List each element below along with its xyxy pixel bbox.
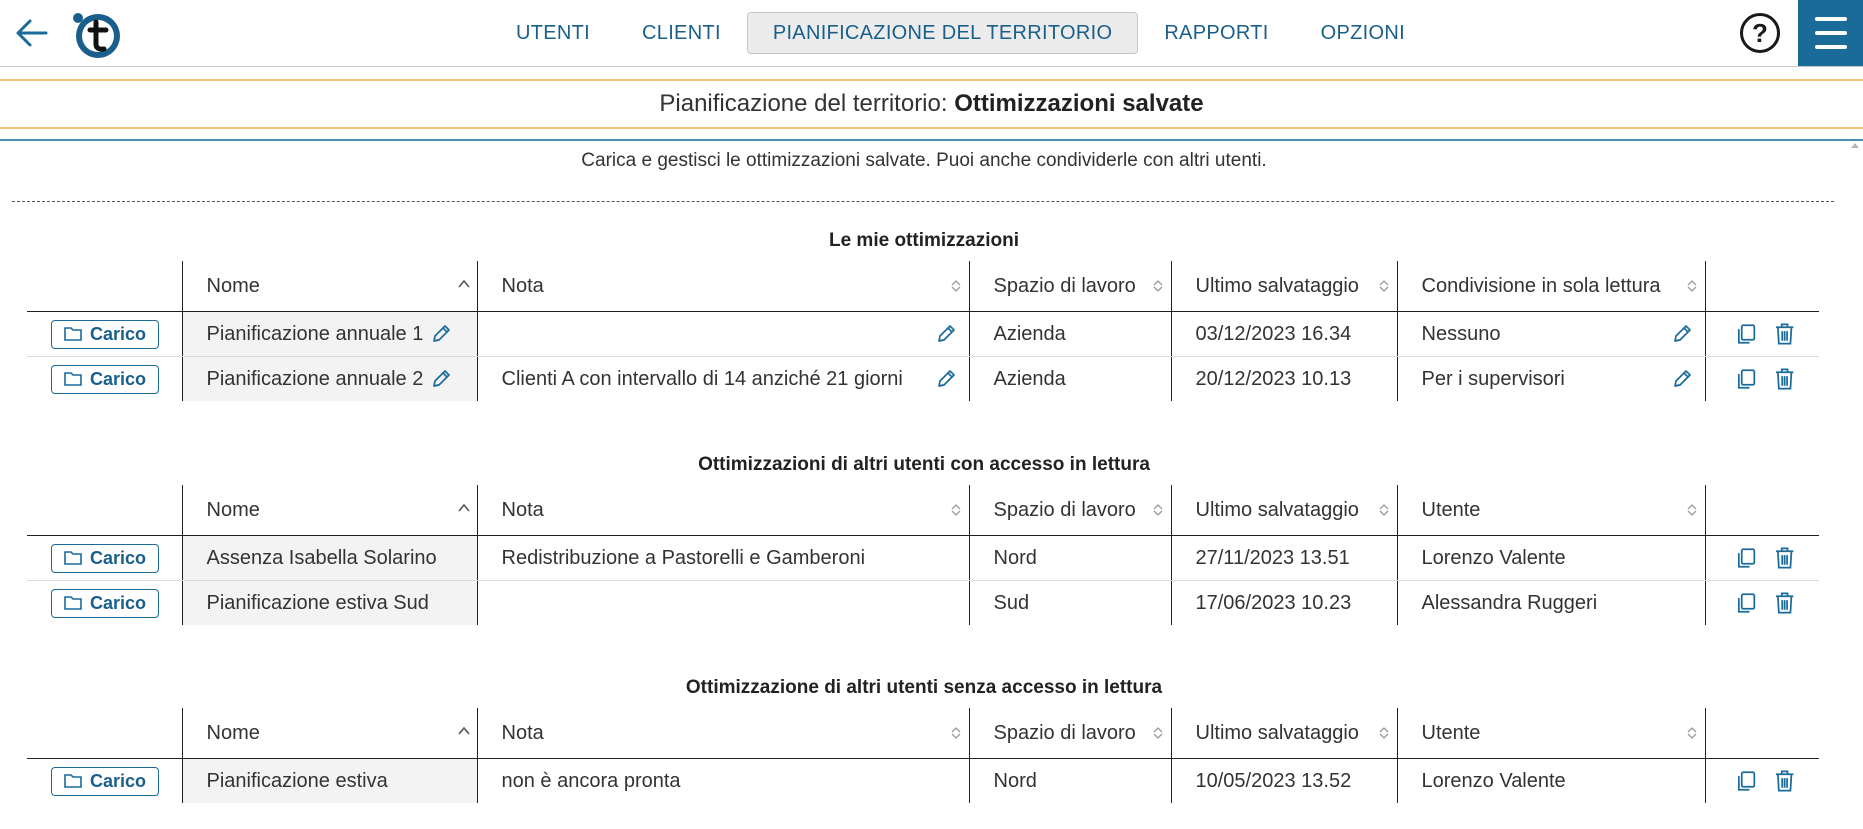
cell-utente: Alessandra Ruggeri [1397,581,1705,626]
cell-spazio: Nord [969,536,1171,581]
cell-condivisione: Per i supervisori [1397,357,1705,402]
column-header-nome[interactable]: Nome [182,261,477,312]
header-actions [1705,485,1819,536]
hamburger-menu-icon[interactable] [1798,0,1863,66]
folder-icon [64,371,82,387]
t-logo-icon[interactable] [70,8,124,62]
pencil-icon[interactable] [430,323,452,345]
folder-icon [64,326,82,342]
page-subtitle: Carica e gestisci le ottimizzazioni salvate. Puoi anche condividerle con altri utenti. [581,150,1267,171]
scrollbar-arrow-up[interactable] [1851,143,1859,148]
pencil-icon[interactable] [935,368,957,390]
section-title-others-with-access: Ottimizzazioni di altri utenti con accesso in lettura [698,454,1150,475]
table-row [27,312,1819,357]
folder-icon [64,773,82,789]
page-title [0,79,1863,129]
column-header-spazio[interactable]: Spazio di lavoro [969,485,1171,536]
pencil-icon[interactable] [1671,368,1693,390]
column-header-spazio[interactable]: Spazio di lavoro [969,708,1171,759]
cell-ultimo-salvataggio: 10/05/2023 13.52 [1171,759,1397,804]
column-header-spazio[interactable]: Spazio di lavoro [969,261,1171,312]
column-header-condivisione[interactable]: Condivisione in sola lettura [1397,261,1705,312]
table-others-with-access [27,485,1819,625]
copy-icon[interactable] [1734,546,1757,570]
cell-nome: Pianificazione estiva [182,759,477,804]
load-button[interactable]: Carico [51,767,159,796]
sort-asc-icon[interactable] [458,279,470,293]
column-header-utente[interactable]: Utente [1397,708,1705,759]
page-title-bold: Ottimizzazioni salvate [954,90,1204,117]
table-header-row [27,485,1819,536]
cell-nota [477,312,969,357]
load-button[interactable]: Carico [51,544,159,573]
table-others-without-access [27,708,1819,803]
sort-icon[interactable] [1686,726,1698,740]
cell-condivisione: Nessuno [1397,312,1705,357]
copy-icon[interactable] [1734,322,1757,346]
cell-nota: non è ancora pronta [477,759,969,804]
column-header-utente[interactable]: Utente [1397,485,1705,536]
column-header-nome[interactable]: Nome [182,485,477,536]
column-header-ultimo-salvataggio[interactable]: Ultimo salvataggio [1171,485,1397,536]
pencil-icon[interactable] [430,368,452,390]
cell-actions [1705,312,1819,357]
load-button[interactable]: Carico [51,365,159,394]
cell-nome: Assenza Isabella Solarino [182,536,477,581]
nav-pianificazione-territorio[interactable]: PIANIFICAZIONE DEL TERRITORIO [747,12,1139,54]
sort-icon[interactable] [950,503,962,517]
cell-actions [1705,357,1819,402]
cell-actions [1705,581,1819,626]
sort-icon[interactable] [1152,279,1164,293]
table-row [27,536,1819,581]
trash-icon[interactable] [1774,546,1795,570]
top-navigation-bar [0,0,1863,67]
cell-ultimo-salvataggio: 03/12/2023 16.34 [1171,312,1397,357]
nav-opzioni[interactable]: OPZIONI [1320,22,1405,44]
folder-icon [64,595,82,611]
table-my-optimizations [27,261,1819,401]
cell-nome: Pianificazione annuale 1 [182,312,477,357]
sort-asc-icon[interactable] [458,726,470,740]
pencil-icon[interactable] [1671,323,1693,345]
header-actions [1705,261,1819,312]
column-header-nome[interactable]: Nome [182,708,477,759]
header-empty [27,485,182,536]
table-row [27,357,1819,402]
cell-spazio: Azienda [969,312,1171,357]
cell-actions [1705,536,1819,581]
sort-icon[interactable] [1152,726,1164,740]
trash-icon[interactable] [1774,591,1795,615]
header-empty [27,708,182,759]
header-empty [27,261,182,312]
cell-spazio: Nord [969,759,1171,804]
table-row [27,759,1819,804]
sort-asc-icon[interactable] [458,503,470,517]
folder-icon [64,550,82,566]
cell-nome: Pianificazione estiva Sud [182,581,477,626]
arrow-left-icon[interactable] [12,13,52,53]
sort-icon[interactable] [950,279,962,293]
nav-clienti[interactable]: CLIENTI [642,22,721,44]
trash-icon[interactable] [1774,769,1795,793]
copy-icon[interactable] [1734,591,1757,615]
trash-icon[interactable] [1774,367,1795,391]
nav-utenti[interactable]: UTENTI [516,22,591,44]
cell-nome: Pianificazione annuale 2 [182,357,477,402]
cell-ultimo-salvataggio: 27/11/2023 13.51 [1171,536,1397,581]
sort-icon[interactable] [1152,503,1164,517]
pencil-icon[interactable] [935,323,957,345]
column-header-ultimo-salvataggio[interactable]: Ultimo salvataggio [1171,708,1397,759]
copy-icon[interactable] [1734,769,1757,793]
sort-icon[interactable] [1686,279,1698,293]
cell-utente: Lorenzo Valente [1397,536,1705,581]
copy-icon[interactable] [1734,367,1757,391]
cell-ultimo-salvataggio: 17/06/2023 10.23 [1171,581,1397,626]
cell-spazio: Sud [969,581,1171,626]
cell-ultimo-salvataggio: 20/12/2023 10.13 [1171,357,1397,402]
column-header-nota[interactable]: Nota [477,485,969,536]
sort-icon[interactable] [950,726,962,740]
cell-nota: Clienti A con intervallo di 14 anziché 21 giorni [477,357,969,402]
main-nav [490,12,1431,54]
sort-icon[interactable] [1378,503,1390,517]
help-icon[interactable]: ? [1740,13,1780,53]
divider-line [0,139,1863,141]
section-title-my-optimizations: Le mie ottimizzazioni [828,230,1020,251]
cell-nota [477,581,969,626]
column-header-ultimo-salvataggio[interactable]: Ultimo salvataggio [1171,261,1397,312]
load-button[interactable]: Carico [51,320,159,349]
cell-actions [1705,759,1819,804]
table-row [27,581,1819,626]
sort-icon[interactable] [1378,279,1390,293]
cell-utente: Lorenzo Valente [1397,759,1705,804]
dotted-divider [12,201,1834,202]
table-header-row [27,261,1819,312]
sort-icon[interactable] [1378,726,1390,740]
section-title-others-without-access: Ottimizzazione di altri utenti senza accesso in lettura [685,677,1163,698]
cell-nota: Redistribuzione a Pastorelli e Gamberoni [477,536,969,581]
load-button[interactable]: Carico [51,589,159,618]
page-title-prefix: Pianificazione del territorio: [659,90,948,117]
nav-rapporti[interactable]: RAPPORTI [1164,22,1269,44]
header-actions [1705,708,1819,759]
table-header-row [27,708,1819,759]
cell-spazio: Azienda [969,357,1171,402]
trash-icon[interactable] [1774,322,1795,346]
column-header-nota[interactable]: Nota [477,708,969,759]
column-header-nota[interactable]: Nota [477,261,969,312]
sort-icon[interactable] [1686,503,1698,517]
